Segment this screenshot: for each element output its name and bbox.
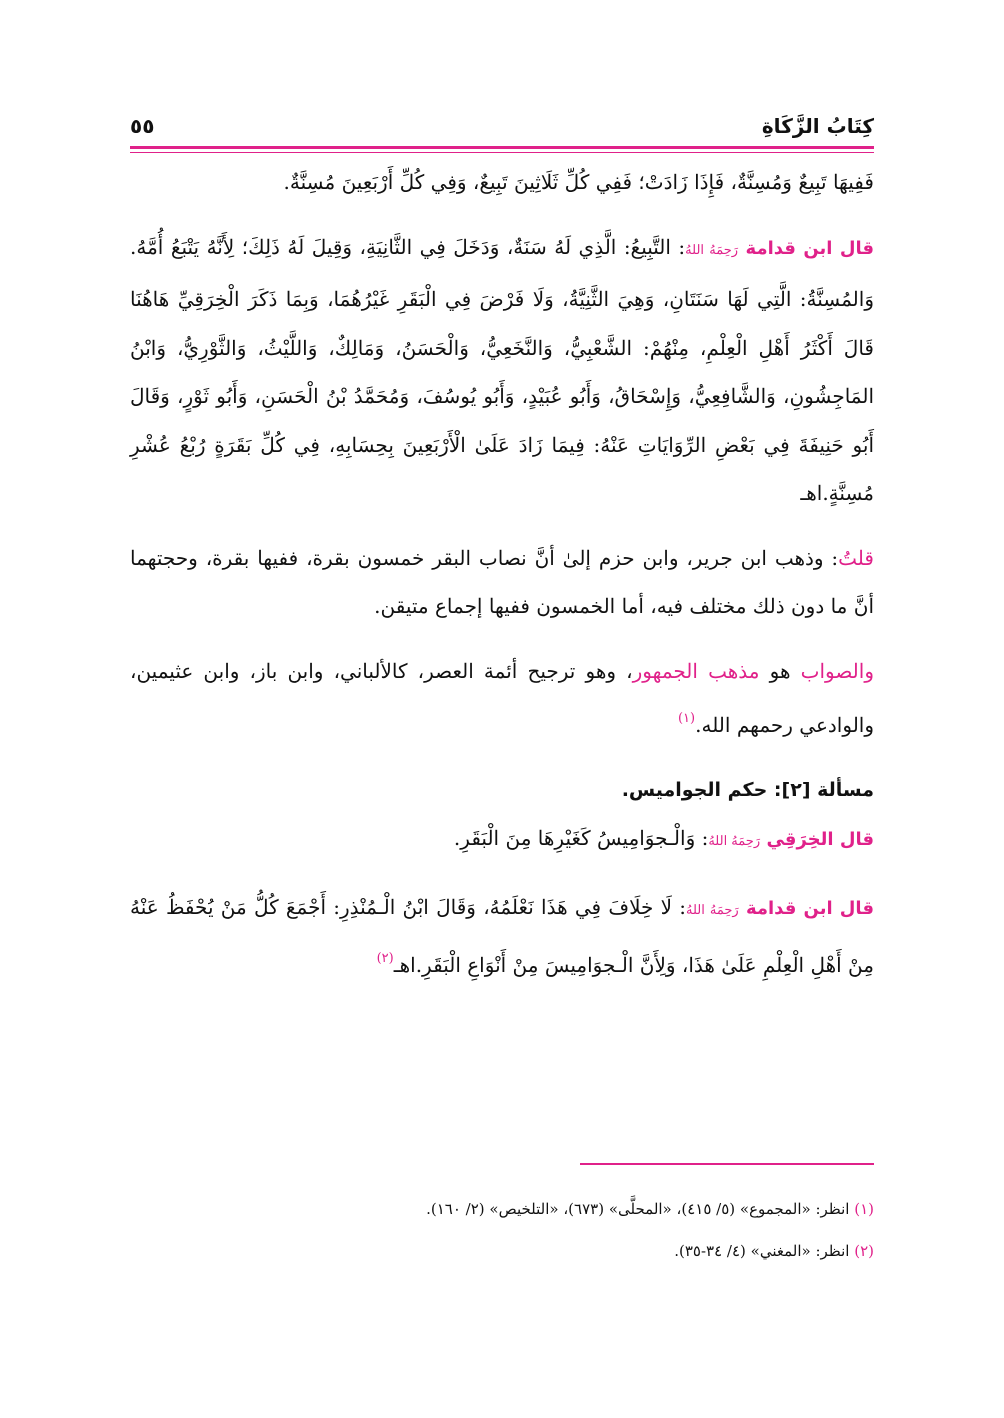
paragraph-text: : وَالْـجوَامِيسُ كَغَيْرِهَا مِنَ الْبَقَرِ. (453, 826, 709, 850)
paragraph-qultu (130, 534, 874, 631)
lead-word: قلتُ (838, 545, 874, 570)
main-text (130, 158, 874, 990)
footnote-text: انظر: «المجموع» (٥/ ٤١٥)، «المحلَّى» (٦٧٣)، «التلخيص» (٢/ ١٦٠). (426, 1200, 855, 1218)
continuation-line: فَفِيهَا تَبِيعٌ وَمُسِنَّةٌ، فَإِذَا زَادَتْ؛ فَفِي كُلِّ ثَلَاثِينَ تَبِيعٌ، وَفِي كُلِّ أَرْبَعِينَ مُسِنَّةٌ. (283, 170, 874, 194)
paragraph-text: : وذهب ابن جرير، وابن حزم إلىٰ أنَّ نصاب البقر خمسون بقرة، ففيها بقرة، وحجتهما أنَّ ما دون ذلك مختلف فيه، أما الخمسون ففيها إجماع متيقن. (130, 545, 874, 618)
header-rule-thin (130, 152, 874, 153)
footnote-1 (130, 1188, 874, 1230)
footnote-ref-1[interactable]: (١) (677, 711, 696, 726)
lead-word: والصواب (800, 658, 874, 683)
section-heading: مسألة [٢]: حكم الجواميس. (621, 778, 874, 801)
honorific-glyph: رَحِمَهُ اللهُ (685, 242, 739, 258)
paragraph-sawab (130, 647, 874, 750)
header-rule-thick (130, 146, 874, 149)
speaker-label: قال الخِرَقِي (766, 829, 874, 850)
honorific-glyph: رَحِمَهُ اللهُ (686, 902, 739, 918)
highlight-phrase: مذهب الجمهور (632, 658, 760, 683)
footnotes (130, 1188, 874, 1272)
paragraph-text-b: ، وهو ترجيح أئمة العصر، كالألباني، وابن باز، وابن عثيمين، والوادعي رحمهم الله. (130, 658, 874, 737)
page-header (130, 110, 874, 146)
paragraph-text-a: هو (759, 658, 801, 683)
paragraph-khiraqi (130, 814, 874, 867)
footnote-number: (١) (854, 1200, 874, 1218)
footnote-text: انظر: «المغني» (٤/ ٣٤-٣٥). (674, 1242, 855, 1260)
paragraph-ibn-qudama-2 (130, 883, 874, 990)
footnote-ref-2[interactable]: (٢) (376, 951, 394, 966)
paragraph-text: : لَا خِلَافَ فِي هَذَا نَعْلَمُهُ، وَقَالَ ابْنُ الْـمُنْذِرِ: أَجْمَعَ كُلُّ مَنْ يُحْفَظُ عَنْهُ مِنْ أَهْلِ الْعِلْمِ عَلَىٰ هَذَا، وَلِأَنَّ الْـجوَامِيسَ مِنْ أَنْوَاعِ الْبَقَرِ.اهـ (130, 894, 874, 977)
paragraph-ibn-qudama-1 (130, 223, 874, 518)
paragraph-text: : التَّبِيعُ: الَّذِي لَهُ سَنَةٌ، وَدَخَلَ فِي الثَّانِيَةِ، وَقِيلَ لَهُ ذَلِكَ؛ لِأَنَّهُ يَتْبَعُ أُمَّهُ. وَالمُسِنَّةُ: الَّتِي لَهَا سَنَتَانِ، وَهِيَ الثَّنِيَّةُ، وَلَا فَرْضَ فِي الْبَقَرِ غَيْرُهُمَا، وَبِمَا ذَكَرَ الْخِرَقِيِّ هَاهُنَا قَالَ أَكْثَرُ أَهْلِ الْعِلْمِ، مِنْهُمْ: الشَّعْبِيُّ، وَالنَّخَعِيُّ، وَالْحَسَنُ، وَمَالِكٌ، وَاللَّيْثُ، وَالثَّوْرِيُّ، وَابْنُ المَاجِشُونِ، وَالشَّافِعِيُّ، وَإِسْحَاقُ، وَأَبُو عُبَيْدٍ، وَأَبُو يُوسُفَ، وَمُحَمَّدُ بْنُ الْحَسَنِ، وَأَبُو ثَوْرٍ، وَقَالَ أَبُو حَنِيفَةَ فِي بَعْضِ الرِّوَايَاتِ عَنْهُ: فِيمَا زَادَ عَلَىٰ الْأَرْبَعِينَ بِحِسَابِهِ، فِي كُلِّ بَقَرَةٍ رُبْعُ عُشْرِ مُسِنَّةٍ.اهـ (130, 234, 874, 505)
speaker-label: قال ابن قدامة (745, 237, 874, 259)
speaker-label: قال ابن قدامة (745, 897, 874, 919)
honorific-glyph: رَحِمَهُ اللهُ (708, 834, 761, 849)
footnote-separator (580, 1163, 874, 1165)
footnote-number: (٢) (854, 1242, 874, 1260)
page-number: ٥٥ (130, 114, 155, 138)
header-title: كِتَابُ الزَّكَاةِ (761, 114, 874, 138)
footnote-2 (130, 1230, 874, 1272)
